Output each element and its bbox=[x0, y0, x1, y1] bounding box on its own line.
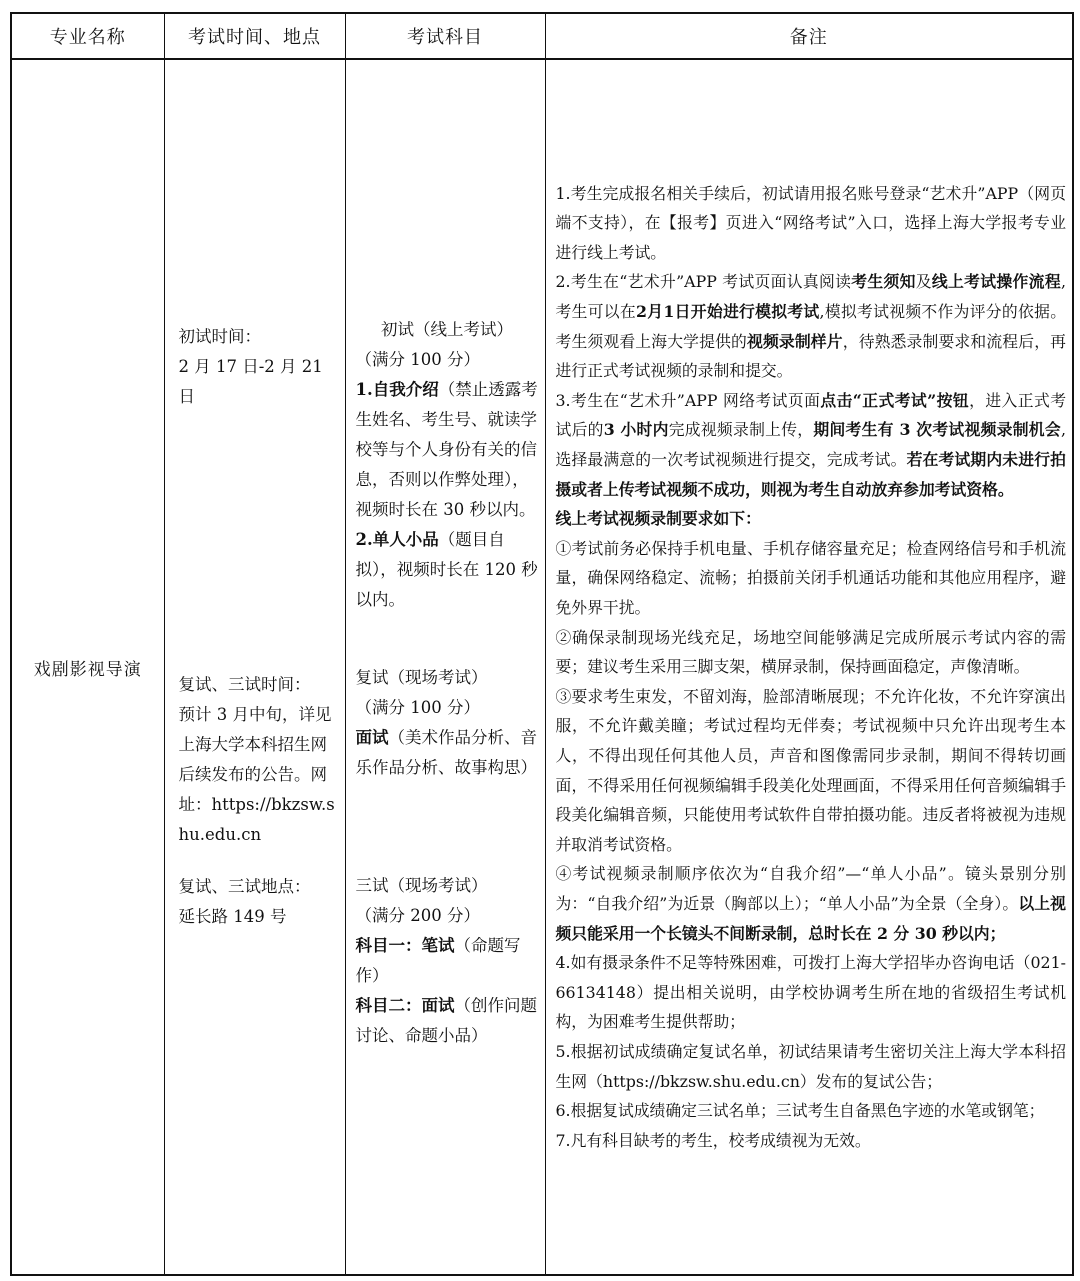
note-paragraph bbox=[556, 179, 1067, 268]
item-2-label: 2.单人小品 bbox=[355, 530, 439, 549]
header-row bbox=[11, 13, 1073, 59]
note-text: 完成视频录制上传， bbox=[668, 420, 814, 440]
note-text: 6.根据复试成绩确定三试名单；三试考生自备黑色字迹的水笔或钢笔； bbox=[555, 1101, 1045, 1121]
subject-2-text: （创作问题讨论、命题小品） bbox=[355, 996, 537, 1045]
note-text: ,选择最满意的一次考试视频进行提交，完成考试。 bbox=[555, 420, 1066, 470]
subject-1-text: （命题写作） bbox=[355, 936, 521, 985]
note-emphasis: 考生须知 bbox=[851, 272, 916, 292]
notes-list bbox=[556, 179, 1067, 1156]
item-1-text: （禁止透露考生姓名、考生号、就读学校等与个人身份有关的信息，否则以作弊处理），视频时长在 30 秒以内。 bbox=[355, 380, 538, 519]
interview-label: 面试 bbox=[355, 728, 389, 747]
first-time-value: 2 月 17 日-2 月 21 日 bbox=[178, 357, 323, 406]
note-emphasis: 以上视频只能采用一个长镜头不间断录制，总时长在 2 分 30 秒以内； bbox=[555, 893, 1066, 943]
note-paragraph bbox=[556, 1037, 1067, 1096]
retest-place-label: 复试、三试地点： bbox=[178, 877, 311, 896]
third-exam-title: 三试（现场考试） bbox=[355, 876, 488, 895]
note-paragraph bbox=[556, 948, 1067, 1037]
note-text: ④考试视频录制顺序依次为“自我介绍”—“单人小品”。镜头景别分别为：“自我介绍”为近景（胸部以上）；“单人小品”为全景（全身）。 bbox=[555, 864, 1066, 913]
note-paragraph bbox=[556, 1126, 1067, 1156]
note-emphasis: 期间考生有 3 次考试视频录制机会 bbox=[813, 420, 1061, 440]
header-notes: 备注 bbox=[545, 13, 1073, 59]
subjects-cell bbox=[345, 59, 545, 1275]
note-text: 5.根据初试成绩确定复试名单，初试结果请考生密切关注上海大学本科招生网（https://bkzsw.shu.edu.cn）发布的复试公告； bbox=[555, 1041, 1066, 1091]
third-exam-subject-2 bbox=[356, 991, 539, 1051]
note-text: ，进入正式考试后的 bbox=[555, 390, 1066, 440]
first-time-label: 初试时间： bbox=[178, 327, 261, 346]
note-text: 4.如有摄录条件不足等特殊困难，可拨打上海大学招毕办咨询电话（021-66134148）提出相关说明，由学校协调考生所在地的省级招生考试机构，为困难考生提供帮助； bbox=[555, 953, 1066, 1032]
second-exam-score: （满分 100 分） bbox=[355, 698, 480, 717]
first-exam-title: 初试（线上考试） bbox=[381, 320, 513, 339]
note-text: ③要求考生束发，不留刘海，脸部清晰展现；不允许化妆，不允许穿演出服，不允许戴美瞳；考试过程均无伴奏；考试视频中只允许出现考生本人，不得出现任何其他人员，声音和图像需同步录制，期间不得转切画面，不得采用任何视频编辑手段美化处理画面，不得采用任何音频编辑手段美化编辑音频，只能使用考试软件自带拍摄功能。违反者将被视为违规并取消考试资格。 bbox=[555, 686, 1066, 854]
note-emphasis: 线上考试视频录制要求如下： bbox=[555, 509, 761, 529]
note-text: 1.考生完成报名相关手续后，初试请用报名账号登录“艺术升”APP（网页端不支持），在【报考】页进入“网络考试”入口，选择上海大学报考专业进行线上考试。 bbox=[555, 183, 1066, 262]
note-text: 7.凡有科目缺考的考生，校考成绩视为无效。 bbox=[555, 1130, 871, 1150]
table-row bbox=[11, 59, 1073, 1275]
note-paragraph bbox=[556, 859, 1067, 948]
note-paragraph bbox=[556, 386, 1067, 504]
note-paragraph bbox=[556, 267, 1067, 385]
time-place-cell bbox=[164, 59, 345, 1275]
third-exam-subject-1 bbox=[356, 931, 539, 991]
header-subjects: 考试科目 bbox=[345, 13, 545, 59]
note-emphasis: 若在考试期内未进行拍摄或者上传考试视频不成功，则视为考生自动放弃参加考试资格。 bbox=[555, 450, 1066, 499]
note-emphasis: 点击“正式考试”按钮 bbox=[820, 390, 970, 410]
note-paragraph bbox=[556, 504, 1067, 534]
interview-text: （美术作品分析、音乐作品分析、故事构思） bbox=[355, 728, 537, 777]
note-paragraph bbox=[556, 534, 1067, 623]
notes-cell bbox=[545, 59, 1073, 1275]
note-text: 3.考生在“艺术升”APP 网络考试页面 bbox=[555, 390, 821, 410]
header-major: 专业名称 bbox=[11, 13, 164, 59]
note-text: ，待熟悉录制要求和流程后，再进行正式考试视频的录制和提交。 bbox=[555, 331, 1066, 381]
note-paragraph bbox=[556, 682, 1067, 860]
second-exam-interview bbox=[356, 723, 539, 783]
retest-time-label: 复试、三试时间： bbox=[178, 675, 311, 694]
subject-1-label: 科目一：笔试 bbox=[355, 936, 455, 955]
header-time-place: 考试时间、地点 bbox=[164, 13, 345, 59]
exam-table bbox=[10, 12, 1074, 1276]
retest-time-value: 预计 3 月中旬，详见上海大学本科招生网后续发布的公告。网址：https://bkzsw.shu.edu.cn bbox=[178, 705, 335, 844]
note-text: ,考生可以在 bbox=[555, 272, 1066, 322]
major-name: 戏剧影视导演 bbox=[11, 59, 164, 1275]
note-text: ②确保录制现场光线充足，场地空间能够满足完成所展示考试内容的需要；建议考生采用三脚支架，横屏录制，保持画面稳定，声像清晰。 bbox=[555, 627, 1066, 677]
first-exam-item-2 bbox=[356, 525, 539, 615]
retest-place-value: 延长路 149 号 bbox=[178, 907, 287, 926]
note-text: 及 bbox=[915, 272, 932, 292]
note-paragraph bbox=[556, 1096, 1067, 1126]
note-text: 2.考生在“艺术升”APP 考试页面认真阅读 bbox=[555, 272, 852, 292]
note-paragraph bbox=[556, 623, 1067, 682]
note-emphasis: 视频录制样片 bbox=[746, 331, 843, 351]
first-exam-item-1 bbox=[356, 375, 539, 525]
note-emphasis: 3 小时内 bbox=[603, 420, 669, 440]
second-exam-title: 复试（现场考试） bbox=[355, 668, 488, 687]
note-emphasis: 2月1日开始进行模拟考试 bbox=[635, 302, 820, 322]
third-exam-score: （满分 200 分） bbox=[355, 906, 480, 925]
subject-2-label: 科目二：面试 bbox=[355, 996, 455, 1015]
note-text: ①考试前务必保持手机电量、手机存储容量充足；检查网络信号和手机流量，确保网络稳定、流畅；拍摄前关闭手机通话功能和其他应用程序，避免外界干扰。 bbox=[555, 538, 1066, 618]
note-text: ,模拟考试视频不作为评分的依据。考生须观看上海大学提供的 bbox=[555, 302, 1066, 351]
note-emphasis: 线上考试操作流程 bbox=[931, 272, 1061, 292]
first-exam-score: （满分 100 分） bbox=[355, 350, 480, 369]
item-1-label: 1.自我介绍 bbox=[355, 380, 439, 399]
item-2-text: （题目自拟），视频时长在 120 秒以内。 bbox=[355, 530, 538, 609]
